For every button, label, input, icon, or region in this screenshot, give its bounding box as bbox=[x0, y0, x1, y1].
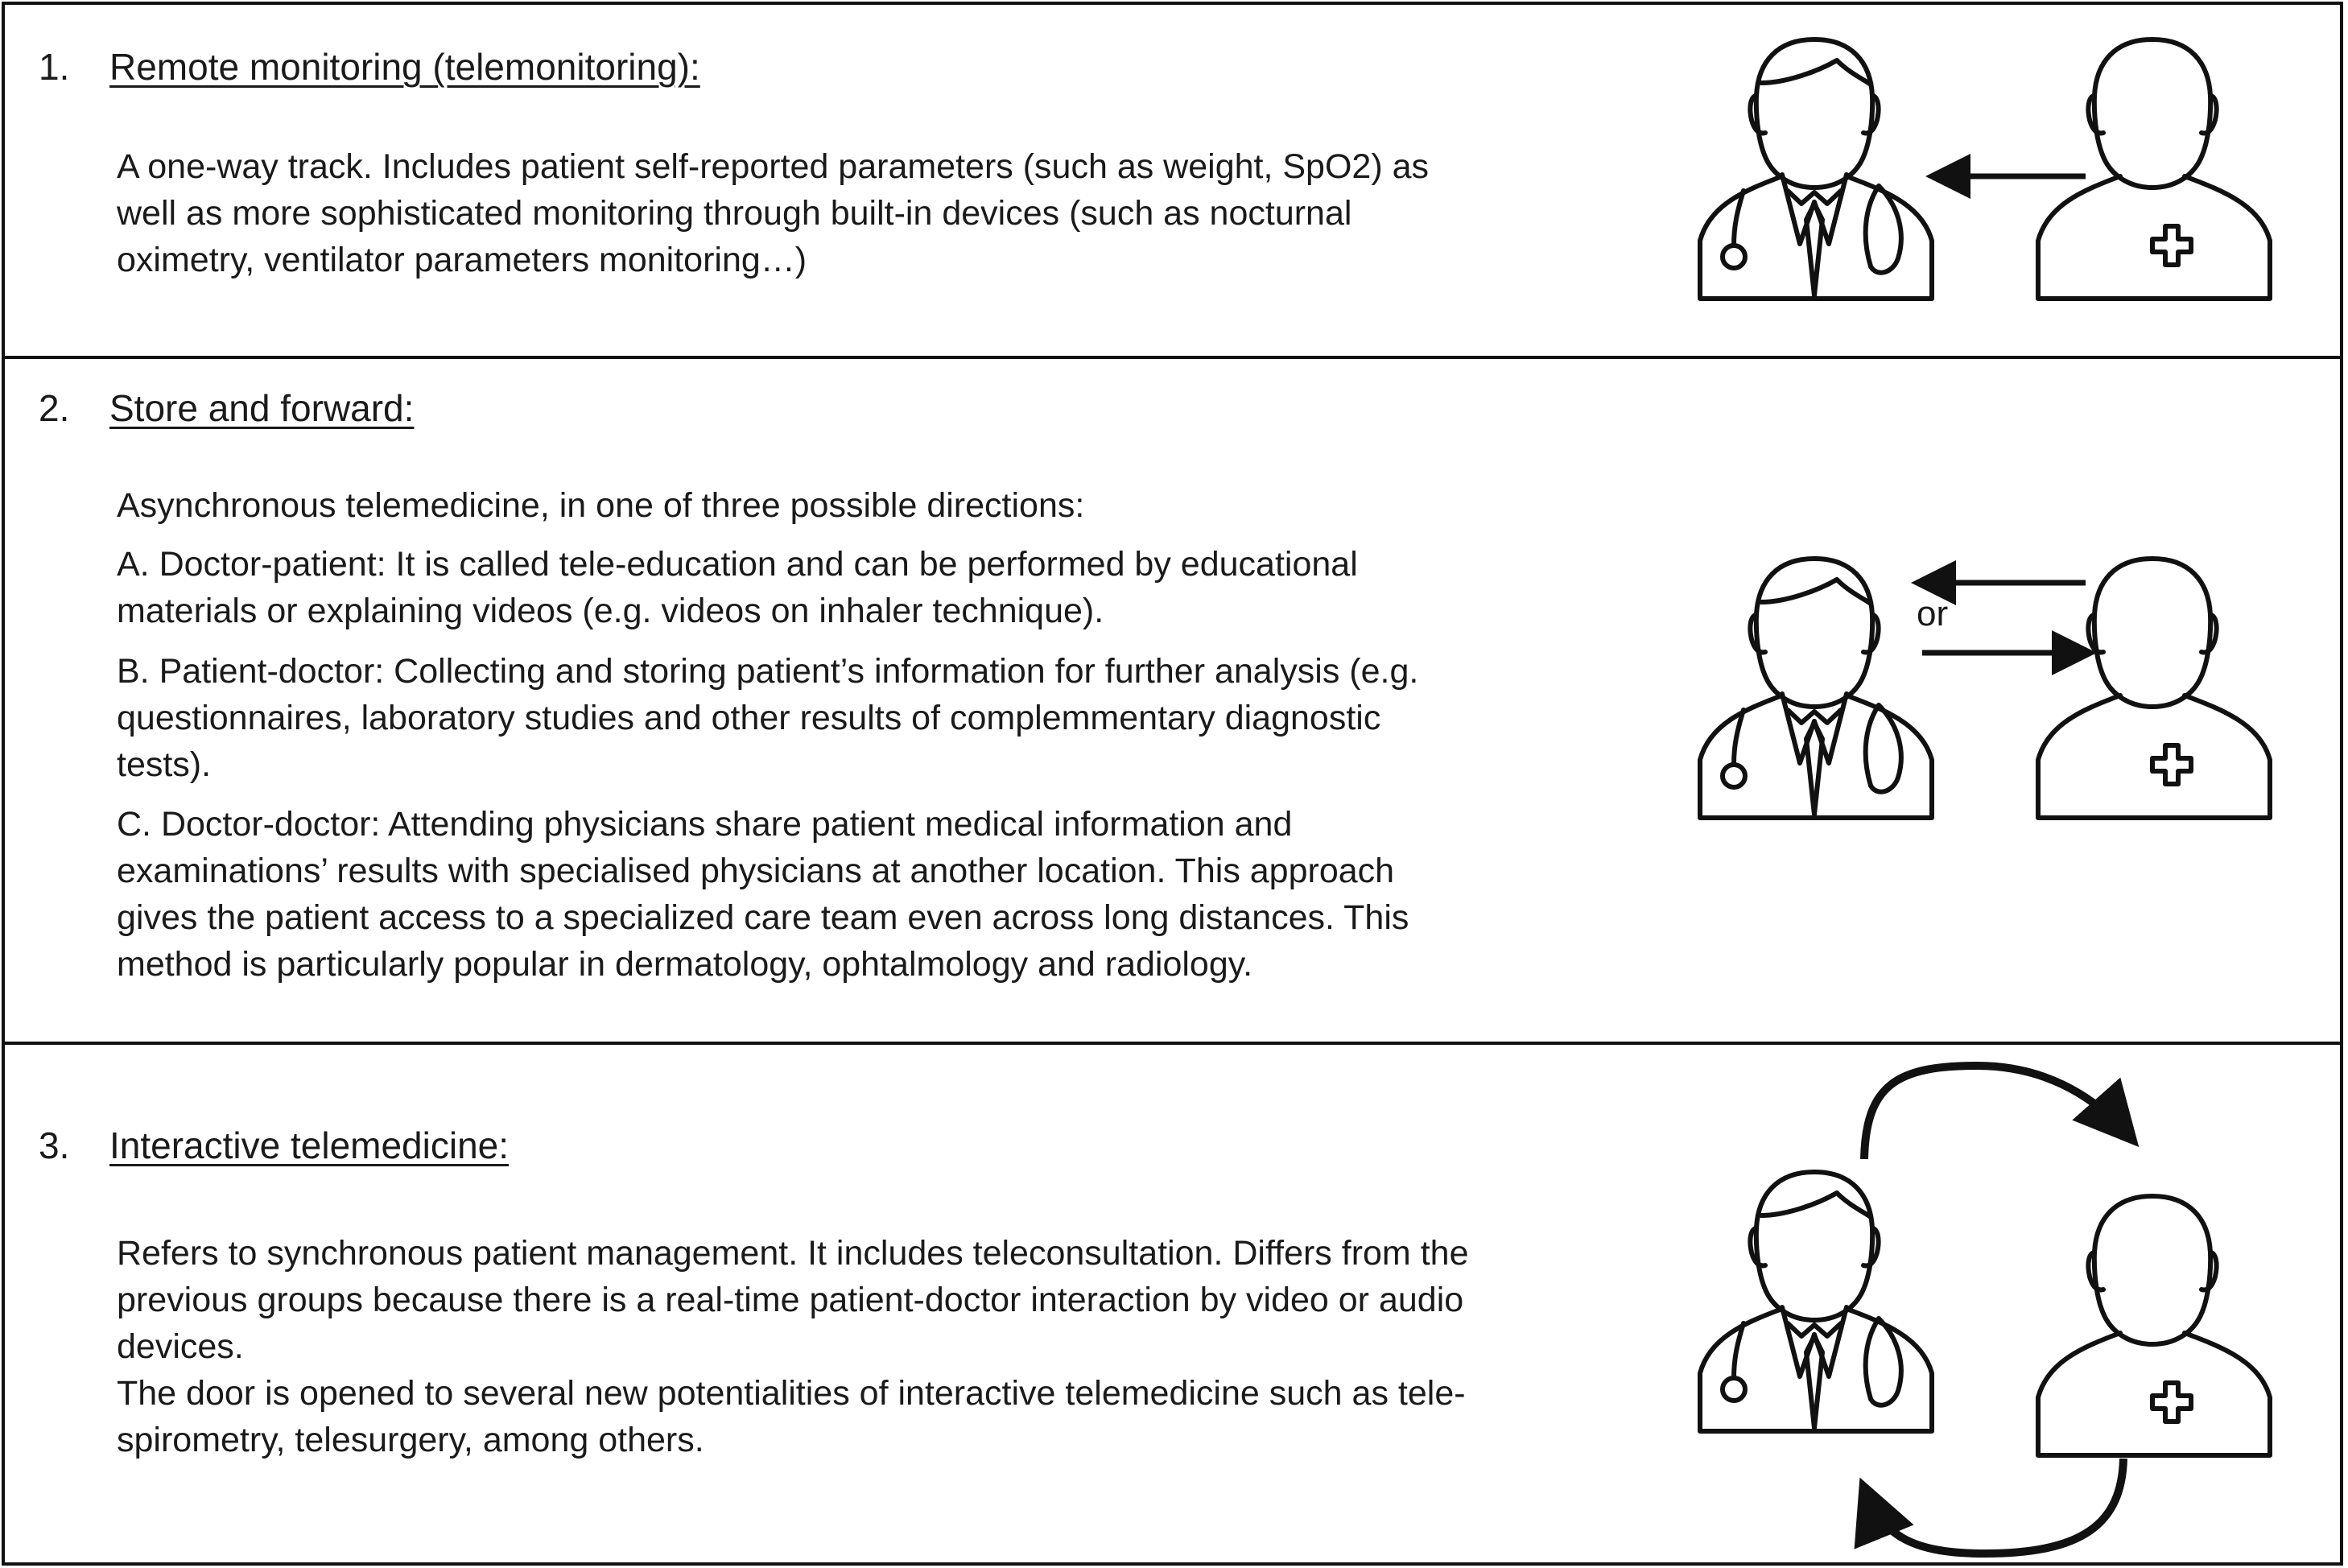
section-heading bbox=[39, 46, 700, 88]
doctor-icon bbox=[1700, 1172, 1932, 1431]
description-line: well as more sophisticated monitoring through built-in devices (such as nocturnal bbox=[117, 194, 1352, 233]
direction-item-a bbox=[117, 541, 1646, 634]
patient-icon bbox=[2038, 559, 2270, 818]
section-title: Remote monitoring (telemonitoring): bbox=[109, 46, 700, 88]
section-heading bbox=[39, 387, 415, 429]
description-line: devices. bbox=[117, 1327, 244, 1366]
patient-icon bbox=[2038, 1196, 2270, 1455]
section-remote-monitoring bbox=[2, 2, 2343, 359]
section-interactive-telemedicine bbox=[2, 1042, 2343, 1566]
description-line: oximetry, ventilator parameters monitoring…) bbox=[117, 241, 807, 279]
section-title: Store and forward: bbox=[109, 387, 415, 429]
item-line: examinations’ results with specialised physicians at another location. This approach bbox=[117, 852, 1395, 890]
item-line: tests). bbox=[117, 745, 212, 784]
description-line: previous groups because there is a real-time patient-doctor interaction by video or audio bbox=[117, 1281, 1464, 1319]
interactive-illustration bbox=[1695, 1061, 2339, 1568]
item-line: C. Doctor-doctor: Attending physicians share patient medical information and bbox=[117, 805, 1293, 844]
description-line: The door is opened to several new potentialities of interactive telemedicine such as tele- bbox=[117, 1374, 1466, 1413]
item-line: A. Doctor-patient: It is called tele-education and can be performed by educational bbox=[117, 545, 1358, 584]
description-line: spirometry, telesurgery, among others. bbox=[117, 1421, 704, 1459]
description-line: Refers to synchronous patient management. It includes teleconsultation. Differs from the bbox=[117, 1234, 1469, 1273]
section-title: Interactive telemedicine: bbox=[109, 1124, 510, 1166]
item-line: materials or explaining videos (e.g. videos on inhaler technique). bbox=[117, 592, 1104, 630]
direction-item-b bbox=[117, 648, 1646, 788]
section-intro: Asynchronous telemedicine, in one of three possible directions: bbox=[117, 486, 1085, 525]
section-description bbox=[117, 1230, 1646, 1463]
section-store-and-forward bbox=[2, 356, 2343, 1045]
store-forward-illustration bbox=[1695, 536, 2339, 874]
section-heading bbox=[39, 1124, 510, 1166]
remote-monitoring-illustration bbox=[1695, 29, 2339, 351]
section-description bbox=[117, 143, 1646, 283]
patient-icon bbox=[2038, 39, 2270, 299]
section-number: 1. bbox=[39, 46, 70, 88]
arrow-clockwise-bottom-icon bbox=[1866, 1459, 2123, 1554]
doctor-icon bbox=[1700, 39, 1932, 299]
item-line: gives the patient access to a specialized care team even across long distances. This bbox=[117, 898, 1409, 937]
item-line: B. Patient-doctor: Collecting and storing patient’s information for further analysis (e.g. bbox=[117, 652, 1419, 691]
doctor-icon bbox=[1700, 559, 1932, 818]
direction-item-c bbox=[117, 801, 1646, 988]
section-number: 2. bbox=[39, 387, 70, 429]
item-line: questionnaires, laboratory studies and other results of complemmentary diagnostic bbox=[117, 699, 1381, 737]
description-line: A one-way track. Includes patient self-reported parameters (such as weight, SpO2) as bbox=[117, 147, 1430, 186]
section-number: 3. bbox=[39, 1124, 70, 1166]
or-label: or bbox=[1917, 594, 1949, 633]
arrow-clockwise-top-icon bbox=[1864, 1066, 2128, 1159]
item-line: method is particularly popular in dermatology, ophtalmology and radiology. bbox=[117, 945, 1253, 984]
